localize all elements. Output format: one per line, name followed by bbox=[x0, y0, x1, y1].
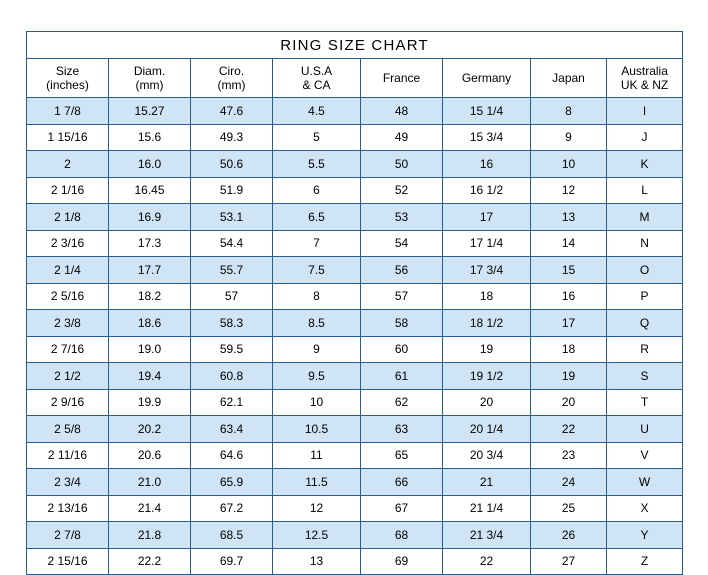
column-header-0 bbox=[27, 59, 109, 98]
table-cell: 2 3/8 bbox=[27, 310, 109, 337]
table-cell: 19 bbox=[443, 336, 531, 363]
table-cell: 19.4 bbox=[109, 363, 191, 390]
table-cell: 21 bbox=[443, 469, 531, 496]
column-header-line: U.S.A bbox=[300, 64, 333, 78]
table-cell: 21.0 bbox=[109, 469, 191, 496]
table-cell: 56 bbox=[361, 257, 443, 284]
table-cell: 24 bbox=[531, 469, 607, 496]
table-row bbox=[27, 204, 683, 231]
table-cell: 21.8 bbox=[109, 522, 191, 549]
table-cell: 57 bbox=[361, 283, 443, 310]
table-cell: T bbox=[607, 389, 683, 416]
table-cell: 61 bbox=[361, 363, 443, 390]
table-cell: X bbox=[607, 495, 683, 522]
table-cell: 22 bbox=[443, 548, 531, 575]
table-cell: 20 1/4 bbox=[443, 416, 531, 443]
table-cell: 19 bbox=[531, 363, 607, 390]
table-cell: 7.5 bbox=[273, 257, 361, 284]
table-cell: 2 5/16 bbox=[27, 283, 109, 310]
table-cell: 19 1/2 bbox=[443, 363, 531, 390]
table-cell: 20 bbox=[531, 389, 607, 416]
table-cell: 8 bbox=[531, 98, 607, 125]
table-cell: 68 bbox=[361, 522, 443, 549]
table-cell: 2 1/2 bbox=[27, 363, 109, 390]
table-cell: O bbox=[607, 257, 683, 284]
column-header-2 bbox=[191, 59, 273, 98]
table-cell: 21 3/4 bbox=[443, 522, 531, 549]
table-row bbox=[27, 283, 683, 310]
table-row bbox=[27, 124, 683, 151]
table-cell: M bbox=[607, 204, 683, 231]
table-cell: 17 bbox=[531, 310, 607, 337]
table-cell: 68.5 bbox=[191, 522, 273, 549]
table-cell: 16 bbox=[531, 283, 607, 310]
table-cell: 15 1/4 bbox=[443, 98, 531, 125]
table-cell: 11.5 bbox=[273, 469, 361, 496]
table-cell: 67.2 bbox=[191, 495, 273, 522]
table-cell: 20 3/4 bbox=[443, 442, 531, 469]
table-cell: 16.9 bbox=[109, 204, 191, 231]
table-cell: 53 bbox=[361, 204, 443, 231]
table-cell: 8 bbox=[273, 283, 361, 310]
table-cell: 12 bbox=[273, 495, 361, 522]
table-cell: 17.3 bbox=[109, 230, 191, 257]
table-cell: 65 bbox=[361, 442, 443, 469]
table-cell: 11 bbox=[273, 442, 361, 469]
table-cell: 51.9 bbox=[191, 177, 273, 204]
table-row bbox=[27, 98, 683, 125]
column-header-3 bbox=[273, 59, 361, 98]
table-cell: 69 bbox=[361, 548, 443, 575]
table-cell: 18 1/2 bbox=[443, 310, 531, 337]
table-cell: 13 bbox=[531, 204, 607, 231]
table-row bbox=[27, 416, 683, 443]
column-header-7 bbox=[607, 59, 683, 98]
table-cell: 18.2 bbox=[109, 283, 191, 310]
table-row bbox=[27, 389, 683, 416]
table-cell: 16.45 bbox=[109, 177, 191, 204]
table-cell: 6 bbox=[273, 177, 361, 204]
table-cell: 69.7 bbox=[191, 548, 273, 575]
table-row bbox=[27, 469, 683, 496]
column-header-line: & CA bbox=[302, 78, 331, 92]
table-cell: 22.2 bbox=[109, 548, 191, 575]
table-row bbox=[27, 442, 683, 469]
table-cell: 5.5 bbox=[273, 151, 361, 178]
column-header-1 bbox=[109, 59, 191, 98]
column-header-line: Diam. bbox=[133, 64, 166, 78]
table-cell: 12.5 bbox=[273, 522, 361, 549]
table-cell: 10.5 bbox=[273, 416, 361, 443]
table-cell: Z bbox=[607, 548, 683, 575]
table-body bbox=[27, 98, 683, 575]
table-cell: 52 bbox=[361, 177, 443, 204]
table-cell: 2 1/8 bbox=[27, 204, 109, 231]
table-cell: W bbox=[607, 469, 683, 496]
table-cell: 54.4 bbox=[191, 230, 273, 257]
table-cell: 50.6 bbox=[191, 151, 273, 178]
table-cell: N bbox=[607, 230, 683, 257]
table-cell: 53.1 bbox=[191, 204, 273, 231]
table-cell: 26 bbox=[531, 522, 607, 549]
table-cell: 17 bbox=[443, 204, 531, 231]
table-cell: 57 bbox=[191, 283, 273, 310]
table-cell: 2 5/8 bbox=[27, 416, 109, 443]
table-cell: 15 bbox=[531, 257, 607, 284]
table-cell: K bbox=[607, 151, 683, 178]
column-header-line: Germany bbox=[461, 71, 512, 85]
table-cell: P bbox=[607, 283, 683, 310]
table-cell: 15.27 bbox=[109, 98, 191, 125]
table-cell: 2 15/16 bbox=[27, 548, 109, 575]
table-cell: 66 bbox=[361, 469, 443, 496]
column-header-line: UK & NZ bbox=[620, 78, 669, 92]
table-cell: 17.7 bbox=[109, 257, 191, 284]
table-cell: 16 bbox=[443, 151, 531, 178]
table-cell: 60.8 bbox=[191, 363, 273, 390]
table-cell: 59.5 bbox=[191, 336, 273, 363]
table-cell: I bbox=[607, 98, 683, 125]
table-row bbox=[27, 230, 683, 257]
table-row bbox=[27, 310, 683, 337]
table-cell: U bbox=[607, 416, 683, 443]
table-cell: 27 bbox=[531, 548, 607, 575]
table-cell: 2 7/16 bbox=[27, 336, 109, 363]
table-cell: 2 13/16 bbox=[27, 495, 109, 522]
table-cell: 20.6 bbox=[109, 442, 191, 469]
table-cell: 2 1/16 bbox=[27, 177, 109, 204]
table-cell: 6.5 bbox=[273, 204, 361, 231]
column-header-6 bbox=[531, 59, 607, 98]
table-cell: 2 3/4 bbox=[27, 469, 109, 496]
table-cell: 1 7/8 bbox=[27, 98, 109, 125]
table-cell: 9.5 bbox=[273, 363, 361, 390]
table-cell: 18.6 bbox=[109, 310, 191, 337]
table-cell: 62 bbox=[361, 389, 443, 416]
table-cell: 16.0 bbox=[109, 151, 191, 178]
table-cell: 19.9 bbox=[109, 389, 191, 416]
table-cell: 9 bbox=[273, 336, 361, 363]
table-cell: 10 bbox=[531, 151, 607, 178]
table-cell: V bbox=[607, 442, 683, 469]
table-cell: 9 bbox=[531, 124, 607, 151]
table-cell: 62.1 bbox=[191, 389, 273, 416]
table-cell: 67 bbox=[361, 495, 443, 522]
table-cell: 63 bbox=[361, 416, 443, 443]
table-cell: 2 7/8 bbox=[27, 522, 109, 549]
table-cell: 10 bbox=[273, 389, 361, 416]
table-row bbox=[27, 257, 683, 284]
table-cell: 2 bbox=[27, 151, 109, 178]
title-row bbox=[27, 32, 683, 59]
ring-size-table bbox=[26, 31, 683, 575]
table-cell: 22 bbox=[531, 416, 607, 443]
table-cell: 17 3/4 bbox=[443, 257, 531, 284]
table-cell: 58.3 bbox=[191, 310, 273, 337]
table-cell: 49 bbox=[361, 124, 443, 151]
table-cell: J bbox=[607, 124, 683, 151]
chart-container bbox=[26, 31, 682, 575]
table-cell: 18 bbox=[443, 283, 531, 310]
table-cell: 20 bbox=[443, 389, 531, 416]
column-header-5 bbox=[443, 59, 531, 98]
table-cell: 8.5 bbox=[273, 310, 361, 337]
table-cell: 49.3 bbox=[191, 124, 273, 151]
table-cell: 15.6 bbox=[109, 124, 191, 151]
table-row bbox=[27, 548, 683, 575]
table-cell: 5 bbox=[273, 124, 361, 151]
table-cell: R bbox=[607, 336, 683, 363]
table-cell: 21.4 bbox=[109, 495, 191, 522]
table-cell: 7 bbox=[273, 230, 361, 257]
table-cell: 15 3/4 bbox=[443, 124, 531, 151]
table-cell: 55.7 bbox=[191, 257, 273, 284]
table-cell: 12 bbox=[531, 177, 607, 204]
table-row bbox=[27, 151, 683, 178]
column-header-line: (mm) bbox=[135, 78, 164, 92]
table-cell: 25 bbox=[531, 495, 607, 522]
table-cell: 18 bbox=[531, 336, 607, 363]
table-cell: 2 9/16 bbox=[27, 389, 109, 416]
column-header-4 bbox=[361, 59, 443, 98]
table-cell: 17 1/4 bbox=[443, 230, 531, 257]
column-header-line: Japan bbox=[552, 71, 585, 85]
table-cell: 60 bbox=[361, 336, 443, 363]
column-header-line: (mm) bbox=[217, 78, 246, 92]
table-cell: Q bbox=[607, 310, 683, 337]
column-header-line: France bbox=[382, 71, 421, 85]
table-cell: 13 bbox=[273, 548, 361, 575]
column-header-line: Ciro. bbox=[218, 64, 245, 78]
table-cell: 2 1/4 bbox=[27, 257, 109, 284]
table-cell: 19.0 bbox=[109, 336, 191, 363]
table-row bbox=[27, 177, 683, 204]
table-cell: 1 15/16 bbox=[27, 124, 109, 151]
table-cell: 23 bbox=[531, 442, 607, 469]
table-row bbox=[27, 363, 683, 390]
column-header-line: Australia bbox=[621, 64, 668, 78]
table-row bbox=[27, 522, 683, 549]
column-header-line: Size bbox=[55, 64, 80, 78]
table-cell: 20.2 bbox=[109, 416, 191, 443]
table-cell: 4.5 bbox=[273, 98, 361, 125]
table-cell: 16 1/2 bbox=[443, 177, 531, 204]
table-cell: S bbox=[607, 363, 683, 390]
table-cell: 48 bbox=[361, 98, 443, 125]
table-cell: Y bbox=[607, 522, 683, 549]
column-header-row bbox=[27, 59, 683, 98]
column-header-line: (inches) bbox=[46, 78, 89, 92]
table-cell: L bbox=[607, 177, 683, 204]
table-cell: 50 bbox=[361, 151, 443, 178]
table-cell: 64.6 bbox=[191, 442, 273, 469]
table-cell: 2 11/16 bbox=[27, 442, 109, 469]
table-cell: 47.6 bbox=[191, 98, 273, 125]
table-row bbox=[27, 336, 683, 363]
table-cell: 21 1/4 bbox=[443, 495, 531, 522]
table-cell: 2 3/16 bbox=[27, 230, 109, 257]
page-title: RING SIZE CHART bbox=[27, 32, 683, 59]
table-cell: 58 bbox=[361, 310, 443, 337]
table-cell: 54 bbox=[361, 230, 443, 257]
table-cell: 65.9 bbox=[191, 469, 273, 496]
table-cell: 14 bbox=[531, 230, 607, 257]
table-cell: 63.4 bbox=[191, 416, 273, 443]
table-row bbox=[27, 495, 683, 522]
table-header bbox=[27, 32, 683, 98]
